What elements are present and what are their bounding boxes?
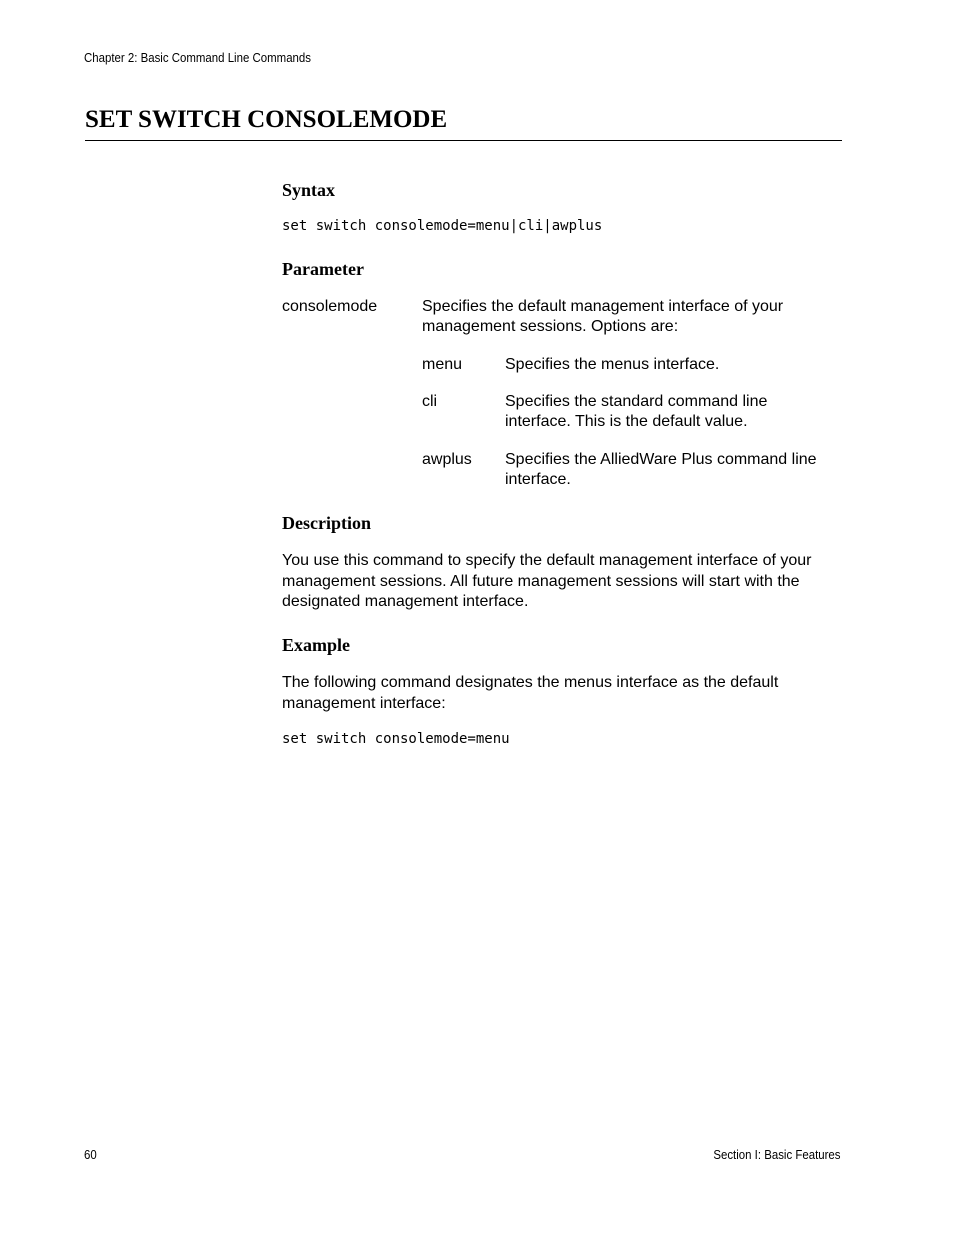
option-description-menu: Specifies the menus interface. xyxy=(505,356,720,373)
example-text: The following command designates the menus interface as the default management interface: xyxy=(282,674,779,712)
option-name-awplus: awplus xyxy=(422,451,472,468)
parameter-heading: Parameter xyxy=(282,259,364,279)
option-description-cli: Specifies the standard command line interface. This is the default value. xyxy=(505,393,768,430)
option-name-menu: menu xyxy=(422,356,463,373)
running-header: Chapter 2: Basic Command Line Commands xyxy=(84,50,311,65)
option-description-awplus: Specifies the AlliedWare Plus command line interface. xyxy=(505,451,817,488)
description-heading: Description xyxy=(282,513,371,533)
page-title: SET SWITCH CONSOLEMODE xyxy=(85,106,448,133)
example-heading: Example xyxy=(282,635,351,655)
title-underline xyxy=(85,140,842,141)
page-number: 60 xyxy=(84,1147,97,1162)
section-footer: Section I: Basic Features xyxy=(713,1147,841,1162)
syntax-command: set switch consolemode=menu|cli|awplus xyxy=(282,218,603,234)
description-text: You use this command to specify the default management interface of your management sessions. All future management sessions will start with the designated management interface. xyxy=(282,552,812,610)
option-name-cli: cli xyxy=(422,393,438,410)
example-command: set switch consolemode=menu xyxy=(282,731,510,747)
parameter-description: Specifies the default management interface of your management sessions. Options are: xyxy=(422,298,784,335)
parameter-name: consolemode xyxy=(282,298,378,315)
syntax-heading: Syntax xyxy=(282,180,336,200)
